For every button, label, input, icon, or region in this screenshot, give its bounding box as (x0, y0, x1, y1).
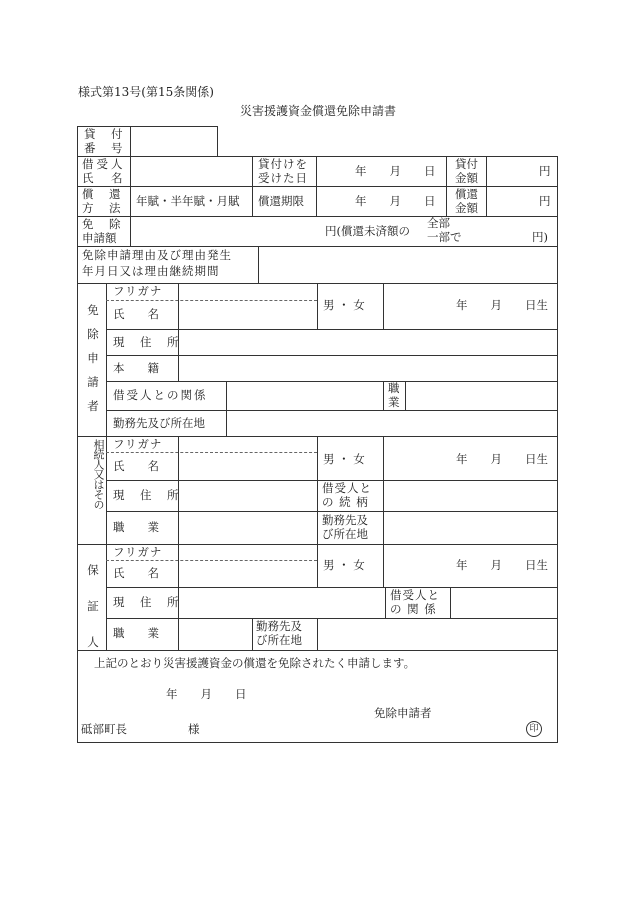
applicant-workplace-label: 勤務先及び所在地 (113, 416, 205, 430)
guarantor-address-field[interactable] (179, 588, 384, 617)
guarantor-relation-label-1: 借受人と (390, 588, 440, 602)
guarantor-gender[interactable]: 男 ・ 女 (323, 558, 365, 572)
loan-amount-yen[interactable]: 円 (539, 164, 551, 178)
repay-amount-yen[interactable]: 円 (539, 194, 551, 208)
guarantor-occupation-field[interactable] (179, 619, 251, 649)
applicant-section-label: 免除申請者 (87, 303, 99, 413)
heir-address-label: 現 住 所 (113, 488, 181, 502)
guarantor-furigana-label: フリガナ (113, 545, 163, 559)
borrower-label-1: 借受人 (82, 157, 126, 171)
loan-number-label-2: 番 号 (84, 141, 125, 155)
heir-occupation-field[interactable] (179, 512, 316, 543)
heir-address-field[interactable] (179, 481, 316, 510)
repay-amount-label-2: 金額 (455, 201, 478, 215)
applicant-name-field[interactable] (179, 301, 316, 328)
loan-amount-label-2: 金額 (455, 171, 478, 185)
heir-name-label: 氏 名 (113, 459, 159, 473)
heir-birth[interactable]: 年 月 日生 (456, 452, 548, 466)
period-label: 償還期限 (258, 194, 304, 208)
applicant-gender[interactable]: 男 ・ 女 (323, 298, 365, 312)
applicant-relation-field[interactable] (227, 382, 382, 409)
guarantor-workplace-label-1: 勤務先及 (256, 619, 302, 633)
guarantor-relation-label-2: の 関 係 (390, 602, 437, 616)
heir-furigana-label: フリガナ (113, 437, 163, 451)
borrower-name-field[interactable] (131, 157, 251, 185)
applicant-birth[interactable]: 年 月 日生 (456, 298, 548, 312)
guarantor-birth[interactable]: 年 月 日生 (456, 558, 548, 572)
method-label-1: 償 還 (82, 187, 123, 201)
heir-section-label: 相続人又はその (92, 439, 105, 509)
heir-workplace-label-1: 勤務先及 (322, 513, 368, 527)
guarantor-occupation-label: 職 業 (113, 626, 159, 640)
guarantor-workplace-field[interactable] (318, 619, 556, 649)
applicant-relation-label: 借受人との関係 (113, 388, 208, 402)
loan-date-label-2: 受けた日 (258, 171, 308, 185)
guarantor-workplace-label-2: び所在地 (256, 633, 302, 647)
reason-label-1: 免除申請理由及び理由発生 (82, 248, 232, 262)
form-title: 災害援護資金償還免除申請書 (240, 104, 397, 118)
repay-amount-label-1: 償還 (455, 187, 478, 201)
heir-gender[interactable]: 男 ・ 女 (323, 452, 365, 466)
borrower-label-2: 氏 名 (82, 171, 126, 185)
sama-honorific: 様 (188, 722, 200, 736)
all-label: 全部 (427, 216, 450, 230)
applicant-workplace-field[interactable] (227, 411, 556, 435)
applicant-domicile-label: 本 籍 (113, 361, 159, 375)
guarantor-name-field[interactable] (179, 561, 316, 586)
heir-relation-label-1: 借受人と (322, 481, 372, 495)
exemption-yen-close: 円) (532, 230, 548, 244)
guarantor-name-label: 氏 名 (113, 566, 159, 580)
statement: 上記のとおり災害援護資金の償還を免除されたく申請します。 (94, 656, 416, 670)
method-options[interactable]: 年賦・半年賦・月賦 (136, 194, 240, 208)
applicant-address-label: 現 住 所 (113, 335, 181, 349)
applicant-furigana-label: フリガナ (113, 284, 163, 298)
applicant-occupation-field[interactable] (406, 382, 556, 409)
applicant-domicile-field[interactable] (179, 356, 556, 380)
reason-field[interactable] (259, 247, 556, 282)
heir-name-field[interactable] (179, 453, 316, 479)
part-label: 一部で (427, 230, 462, 244)
loan-date-field[interactable]: 年 月 日 (355, 164, 436, 178)
reason-label-2: 年月日又は理由継続期間 (82, 264, 220, 278)
exemption-value[interactable]: 円(償還未済額の (325, 224, 410, 238)
loan-date-label-1: 貸付けを (258, 157, 308, 171)
heir-relation-field[interactable] (384, 481, 556, 510)
applicant-occupation-label: 職業 (388, 381, 400, 409)
heir-occupation-label: 職 業 (113, 520, 159, 534)
exemption-label-2: 申請額 (82, 231, 117, 245)
heir-workplace-field[interactable] (384, 512, 556, 543)
guarantor-address-label: 現 住 所 (113, 595, 181, 609)
period-date-field[interactable]: 年 月 日 (355, 194, 436, 208)
addressee: 砥部町長 (81, 722, 127, 736)
loan-number-field[interactable] (131, 127, 216, 155)
guarantor-relation-field[interactable] (451, 588, 556, 617)
heir-relation-label-2: の 続 柄 (322, 495, 369, 509)
loan-amount-label-1: 貸付 (455, 157, 478, 171)
footer-applicant-label: 免除申請者 (374, 706, 432, 720)
guarantor-section-label: 保証人 (87, 563, 99, 649)
seal-icon: 印 (526, 721, 542, 737)
applicant-address-field[interactable] (179, 330, 556, 354)
method-label-2: 方 法 (82, 201, 123, 215)
loan-number-label-1: 貸 付 (84, 127, 125, 141)
form-number: 様式第13号(第15条関係) (78, 85, 214, 99)
applicant-name-label: 氏 名 (113, 307, 159, 321)
application-date[interactable]: 年 月 日 (166, 687, 247, 701)
exemption-label-1: 免 除 (82, 217, 123, 231)
heir-workplace-label-2: び所在地 (322, 527, 368, 541)
